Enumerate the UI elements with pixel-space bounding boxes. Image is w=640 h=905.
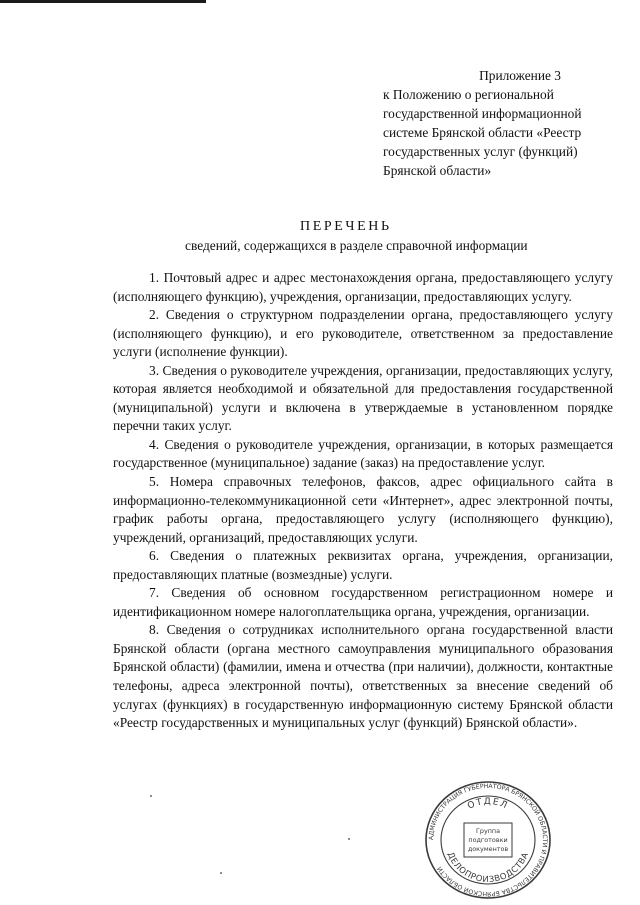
stamp-center-line: документов bbox=[467, 845, 509, 853]
list-item: 8. Сведения о сотрудниках исполнительного органа государственной власти Брянской области (органа местного самоуправления муниципального образования Брянской области) (фамилии, имена и отчества (при наличии), должности, контактные телефоны, адреса электронной почты), ответственных за внесение сведений об услугах (функциях) в государственную информационную систему Брянской области «Реестр государственных и муниципальных услуг (функций) Брянской области». bbox=[113, 622, 613, 731]
appendix-line: системе Брянской области «Реестр bbox=[383, 125, 582, 140]
list-item: 7. Сведения об основном государственном регистрационном номере и идентификационном номере налогоплательщика органа, учреждения, организации. bbox=[113, 585, 613, 619]
stamp-center-line: подготовки bbox=[468, 836, 508, 844]
stamp-outer-ring-text: АДМИНИСТРАЦИЯ ГУБЕРНАТОРА БРЯНСКОЙ ОБЛАСТИ И ПРАВИТЕЛЬСТВА БРЯНСКОЙ ОБЛАСТИ bbox=[427, 782, 549, 898]
appendix-line: Брянской области» bbox=[383, 163, 492, 178]
scan-speck bbox=[220, 872, 222, 874]
scan-speck bbox=[348, 838, 350, 840]
list-item: 1. Почтовый адрес и адрес местонахождения органа, предоставляющего услугу (исполняющего функцию), учреждения, организации, предоставляющих услугу. bbox=[113, 270, 613, 304]
appendix-line: государственной информационной bbox=[383, 106, 582, 121]
appendix-line: к Положению о региональной bbox=[383, 87, 554, 102]
official-stamp bbox=[422, 780, 554, 900]
appendix-header bbox=[383, 66, 623, 180]
appendix-line: государственных услуг (функций) bbox=[383, 144, 578, 159]
list-item: 5. Номера справочных телефонов, факсов, адрес официального сайта в информационно-телекоммуникационной сети «Интернет», адрес электронной почты, график работы органа, предоставляющего услугу (исполняющего функцию), учреждений, организаций, предоставляющих услуги. bbox=[113, 474, 613, 545]
list-item: 2. Сведения о структурном подразделении органа, предоставляющего услугу (исполняющего функцию), и его руководителе, ответственном за предоставление услуги (исполнение функции). bbox=[113, 307, 613, 360]
document-title: ПЕРЕЧЕНЬ bbox=[300, 219, 392, 234]
list-item: 4. Сведения о руководителе учреждения, организации, в которых размещается государственное (муниципальное) задание (заказ) на предоставление услуг. bbox=[113, 436, 613, 471]
stamp-center-line: Группа bbox=[475, 827, 501, 835]
list-body bbox=[113, 269, 613, 733]
list-item: 6. Сведения о платежных реквизитах органа, учреждения, организации, предоставляющих платные (возмездные) услуги. bbox=[113, 548, 613, 582]
appendix-number: Приложение 3 bbox=[479, 68, 561, 83]
scan-speck bbox=[150, 795, 152, 797]
document-subtitle: сведений, содержащихся в разделе справочной информации bbox=[185, 238, 528, 253]
list-item: 3. Сведения о руководителе учреждения, организации, предоставляющих услугу, которая является необходимой и обязательной для предоставления государственной (муниципальной) услуги и включена в утверждаемые в установленном порядке перечни таких услуг. bbox=[113, 362, 613, 434]
stamp-top-text: ОТДЕЛ bbox=[466, 796, 510, 812]
scan-edge-line bbox=[0, 0, 206, 3]
stamp-bottom-text: ДЕЛОПРОИЗВОДСТВА bbox=[445, 850, 531, 885]
